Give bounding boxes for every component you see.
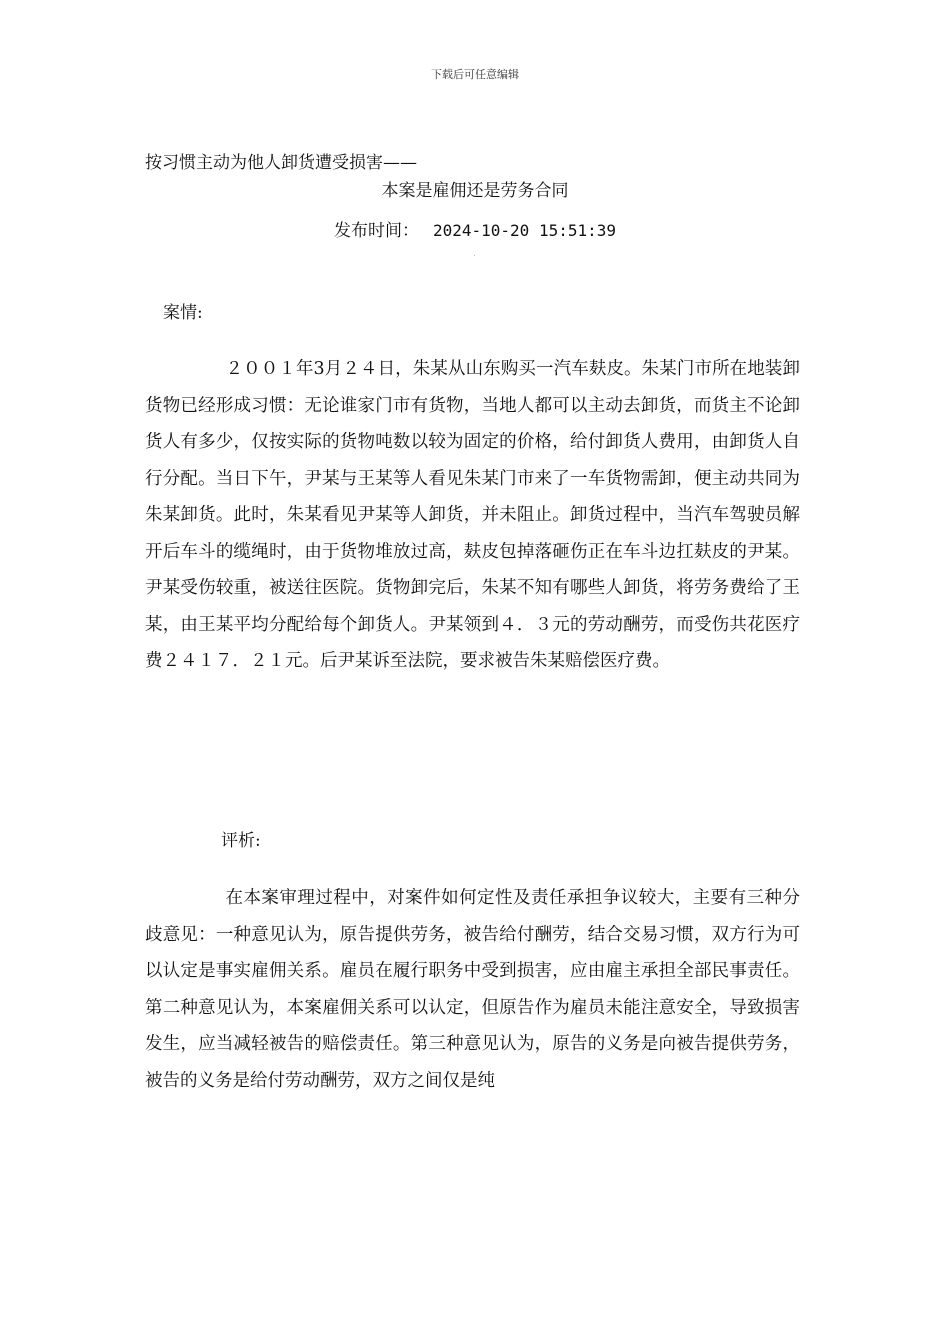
case-section-label: 案情: [163,303,203,323]
publish-info [0,216,950,241]
article-title-line1: 按习惯主动为他人卸货遭受损害—— [145,153,417,173]
analysis-section-label: 评析: [221,831,261,851]
article-title-line2: 本案是雇佣还是劳务合同 [381,181,569,201]
publish-label: 发布时间： [333,221,419,241]
publish-date: 2024-10-20 15:51:39 [432,221,617,240]
header-note: 下载后可任意编辑 [431,68,519,81]
case-paragraph: ２００１年3月２４日，朱某从山东购买一汽车麸皮。朱某门市所在地装卸货物已经形成习惯：无论谁家门市有货物，当地人都可以主动去卸货，而货主不论卸货人有多少，仅按实际的货物吨数以较为固定的价格，给付卸货人费用，由卸货人自行分配。当日下午，尹某与王某等人看见朱某门市来了一车货物需卸，便主动共同为朱某卸货。此时，朱某看见尹某等人卸货，并未阻止。卸货过程中，当汽车驾驶员解开后车斗的缆绳时，由于货物堆放过高，麸皮包掉落砸伤正在车斗边扛麸皮的尹某。尹某受伤较重，被送往医院。货物卸完后，朱某不知有哪些人卸货，将劳务费给了王某，由王某平均分配给每个卸货人。尹某领到４．３元的劳动酬劳，而受伤共花医疗费２４１７．２１元。后尹某诉至法院，要求被告朱某赔偿医疗费。 [145,359,800,671]
decorative-dot [474,255,475,256]
analysis-paragraph: 在本案审理过程中，对案件如何定性及责任承担争议较大，主要有三种分歧意见：一种意见认为，原告提供劳务，被告给付酬劳，结合交易习惯，双方行为可以认定是事实雇佣关系。雇员在履行职务中受到损害，应由雇主承担全部民事责任。第二种意见认为，本案雇佣关系可以认定，但原告作为雇员未能注意安全，导致损害发生，应当减轻被告的赔偿责任。第三种意见认为，原告的义务是向被告提供劳务，被告的义务是给付劳动酬劳，双方之间仅是纯 [145,888,800,1091]
